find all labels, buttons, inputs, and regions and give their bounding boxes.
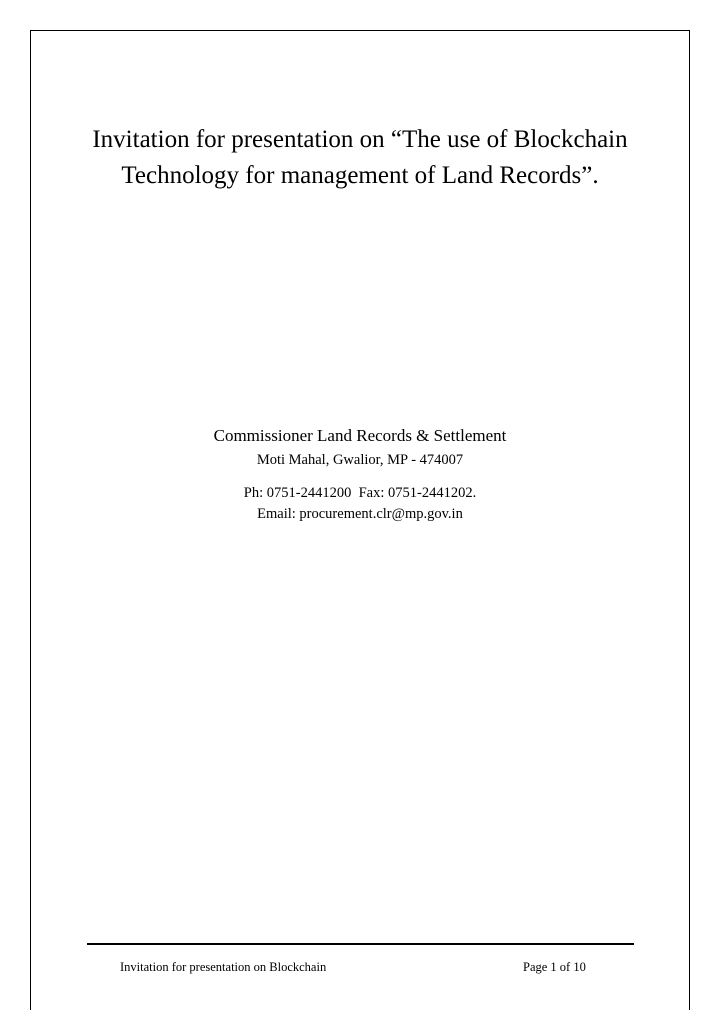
title-line-1: Invitation for presentation on “The use of Blockchain [92, 126, 628, 153]
organization-name: Commissioner Land Records & Settlement [213, 426, 507, 445]
title-line-2: Technology for management of Land Records”. [121, 162, 599, 189]
footer-title: Invitation for presentation on Blockchain [120, 960, 327, 974]
organization-block [110, 424, 610, 525]
document-title [60, 122, 660, 194]
page-number: Page 1 of 10 [523, 960, 586, 974]
footer-divider [87, 943, 634, 945]
phone-fax: Ph: 0751-2441200 Fax: 0751-2441202. [243, 485, 477, 501]
organization-contact [110, 483, 610, 525]
organization-address: Moti Mahal, Gwalior, MP - 474007 [256, 452, 464, 468]
email-address: Email: procurement.clr@mp.gov.in [257, 506, 463, 522]
